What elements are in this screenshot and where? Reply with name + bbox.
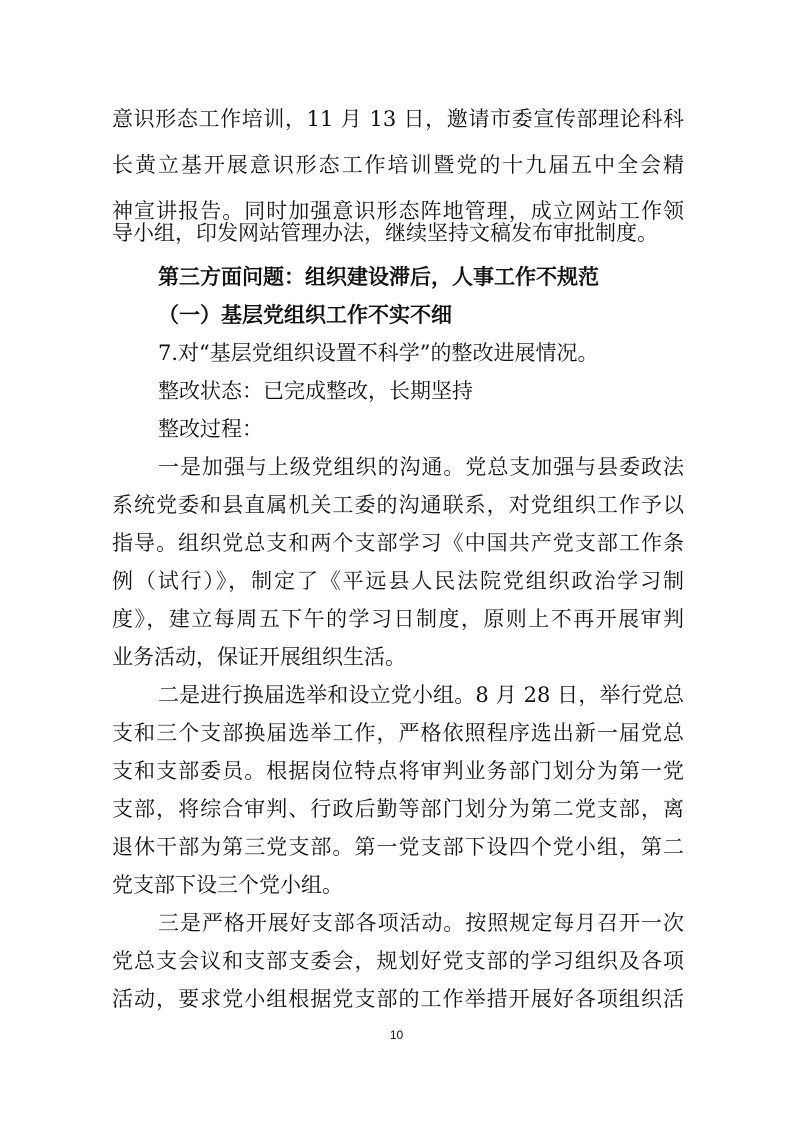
body-text-line: 支部，将综合审判、行政后勤等部门划分为第二党支部，离 — [112, 797, 684, 821]
body-text-line: 业务活动，保证开展组织生活。 — [112, 645, 406, 669]
body-text-line: 神宣讲报告。同时加强意识形态阵地管理，成立网站工作领 — [112, 199, 684, 223]
body-text-line: 系统党委和县直属机关工委的沟通联系，对党组织工作予以 — [112, 493, 684, 517]
status-line: 整改状态：已完成整改，长期坚持 — [158, 379, 473, 403]
subsection-heading: （一）基层党组织工作不实不细 — [158, 303, 452, 327]
body-text-line: 例（试行）》，制定了《平远县人民法院党组织政治学习制 — [112, 569, 684, 593]
body-text-line: 退休干部为第三党支部。第一党支部下设四个党小组，第二 — [112, 835, 684, 859]
body-text-line: 一是加强与上级党组织的沟通。党总支加强与县委政法 — [158, 455, 684, 479]
process-label: 整改过程： — [158, 417, 263, 441]
section-heading: 第三方面问题：组织建设滞后，人事工作不规范 — [158, 265, 599, 289]
body-text-line: 党总支会议和支部支委会，规划好党支部的学习组织及各项 — [112, 949, 684, 973]
body-text-line: 支和三个支部换届选举工作，严格依照程序选出新一届党总 — [112, 721, 684, 745]
body-text-line: 二是进行换届选举和设立党小组。8 月 28 日，举行党总 — [158, 683, 684, 707]
body-text-line: 度》，建立每周五下午的学习日制度，原则上不再开展审判 — [112, 607, 684, 631]
body-text-line: 长黄立基开展意识形态工作培训暨党的十九届五中全会精 — [112, 153, 684, 177]
page-number: 10 — [389, 1028, 404, 1042]
body-text-line: 党支部下设三个党小组。 — [112, 873, 343, 897]
body-text-line: 活动，要求党小组根据党支部的工作举措开展好各项组织活 — [112, 987, 684, 1011]
body-text-line: 支和支部委员。根据岗位特点将审判业务部门划分为第一党 — [112, 759, 684, 783]
item-heading: 7.对“基层党组织设置不科学”的整改进展情况。 — [158, 341, 599, 365]
body-text-line: 意识形态工作培训，11 月 13 日，邀请市委宣传部理论科科 — [112, 107, 684, 131]
body-text-line: 三是严格开展好支部各项活动。按照规定每月召开一次 — [158, 911, 684, 935]
body-text-line: 导小组，印发网站管理办法，继续坚持文稿发布审批制度。 — [112, 221, 658, 245]
body-text-line: 指导。组织党总支和两个支部学习《中国共产党支部工作条 — [112, 531, 684, 555]
